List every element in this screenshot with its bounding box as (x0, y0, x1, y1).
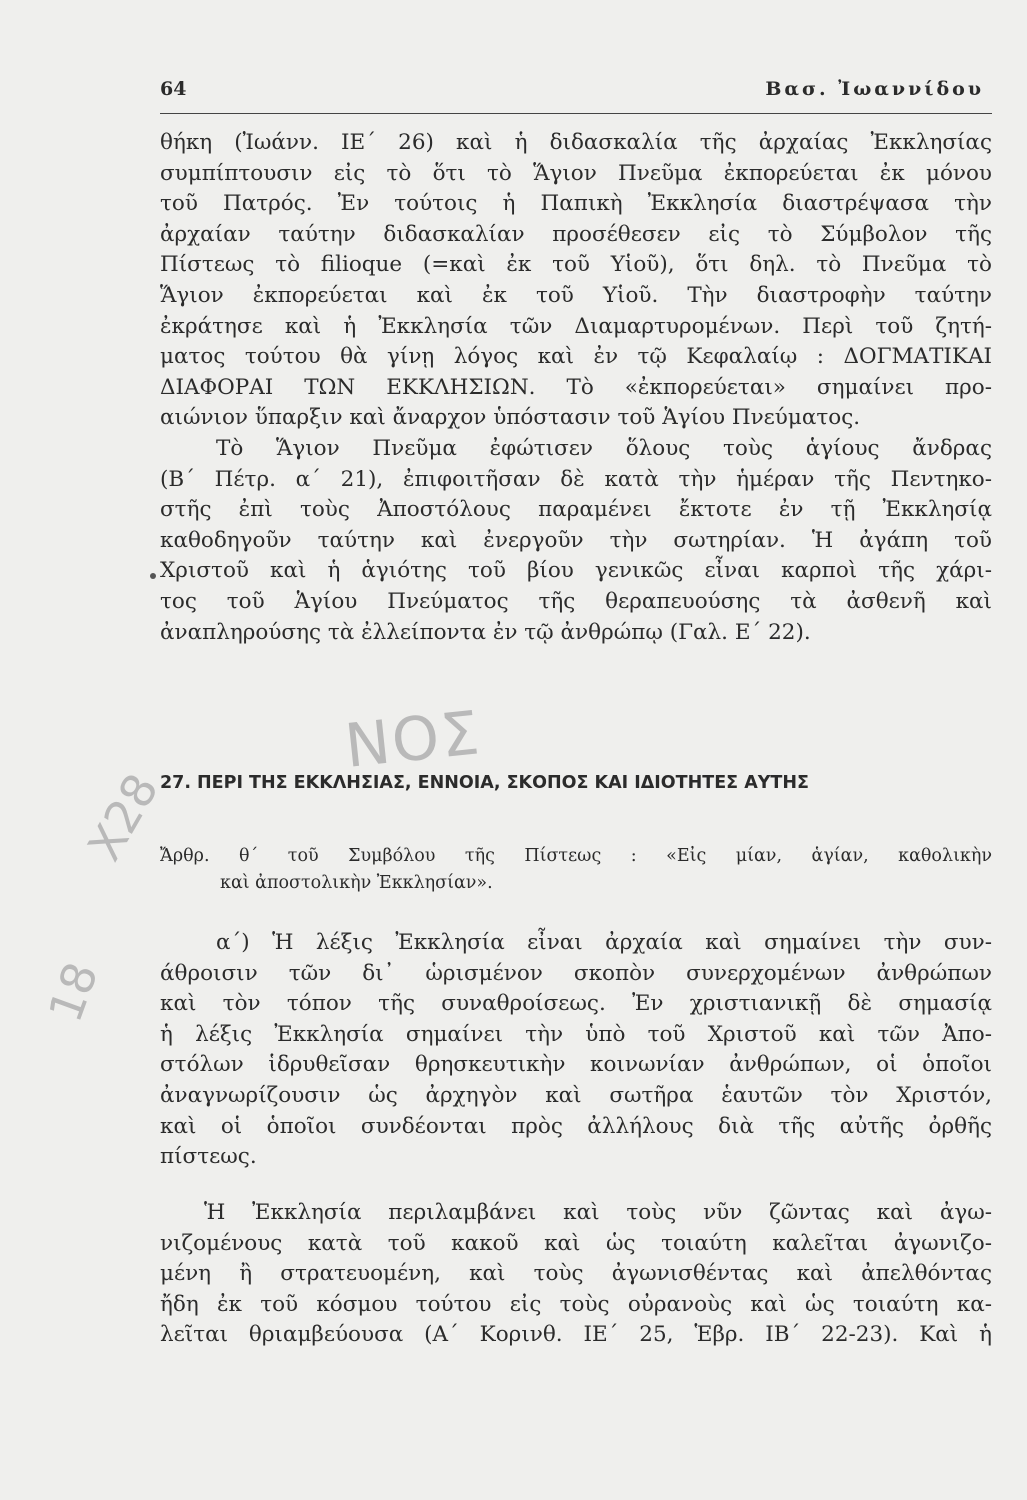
text-line: τος τοῦ Ἁγίου Πνεύματος τῆς θεραπευούσης τὰ ἀσθενῆ καὶ (160, 588, 992, 614)
text-line: Πίστεως τὸ filioque (=καὶ ἐκ τοῦ Υἱοῦ), ὅτι δηλ. τὸ Πνεῦμα τὸ (160, 252, 992, 278)
text-line: ἀρχαίαν ταύτην διδασκαλίαν προσέθεσεν εἰς τὸ Σύμβολον τῆς (160, 221, 992, 247)
creed-quote (160, 843, 992, 897)
text-line: ἡ λέξις Ἐκκλησία σημαίνει τὴν ὑπὸ τοῦ Χριστοῦ καὶ τῶν Ἀπο- (160, 1021, 992, 1047)
text-line: Τὸ Ἅγιον Πνεῦμα ἐφώτισεν ὅλους τοὺς ἁγίους ἄνδρας (216, 436, 992, 461)
text-line: τοῦ Πατρός. Ἐν τούτοις ἡ Παπικὴ Ἐκκλησία διαστρέψασα τὴν (160, 191, 992, 217)
running-head: Βασ. Ἰωαννίδου (765, 78, 984, 100)
text-line: ΔΙΑΦΟΡΑΙ ΤΩΝ ΕΚΚΛΗΣΙΩΝ. Τὸ «ἐκπορεύεται» σημαίνει προ- (160, 374, 992, 400)
paragraph-4 (160, 1198, 992, 1351)
text-line: ἀναγνωρίζουσιν ὡς ἀρχηγὸν καὶ σωτῆρα ἑαυτῶν τὸν Χριστόν, (160, 1082, 992, 1108)
pencil-annotation-a: ΝΟΣ (341, 698, 485, 782)
text-line: συμπίπτουσιν εἰς τὸ ὅτι τὸ Ἅγιον Πνεῦμα ἐκπορεύεται ἐκ μόνου (160, 160, 992, 186)
text-line: άθροισιν τῶν δι᾽ ὡρισμένον σκοπὸν συνερχομένων ἀνθρώπων (160, 960, 992, 986)
paragraph-3 (160, 928, 992, 1173)
pencil-annotation-c: 18 (37, 955, 109, 1029)
text-line: στόλων ἱδρυθεῖσαν θρησκευτικὴν κοινωνίαν ἀνθρώπων, οἱ ὁποῖοι (160, 1052, 992, 1078)
quote-line: καὶ ἀποστολικὴν Ἐκκλησίαν». (220, 873, 493, 893)
text-line: μένη ἢ στρατευομένη, καὶ τοὺς ἀγωνισθέντας καὶ ἀπελθόντας (160, 1261, 992, 1287)
text-line: λεῖται θριαμβεύουσα (Α΄ Κορινθ. ΙΕ΄ 25, Ἑβρ. ΙΒ΄ 22-23). Καὶ ἡ (160, 1322, 992, 1348)
text-line: νιζομένους κατὰ τοῦ κακοῦ καὶ ὡς τοιαύτη καλεῖται ἀγωνιζο- (160, 1230, 992, 1256)
text-line: πίστεως. (160, 1144, 257, 1170)
text-line: θήκη (Ἰωάνν. ΙΕ΄ 26) καὶ ἡ διδασκαλία τῆς ἀρχαίας Ἐκκλησίας (160, 130, 992, 155)
text-line: καθοδηγοῦν ταύτην καὶ ἐνεργοῦν τὴν σωτηρίαν. Ἡ ἀγάπη τοῦ (160, 527, 992, 553)
text-line: Ἅγιον ἐκπορεύεται καὶ ἐκ τοῦ Υἱοῦ. Τὴν διαστροφὴν ταύτην (160, 282, 992, 308)
text-line: Χριστοῦ καὶ ἡ ἁγιότης τοῦ βίου γενικῶς εἶναι καρποὶ τῆς χάρι- (160, 558, 992, 584)
text-line: καὶ οἱ ὁποῖοι συνδέονται πρὸς ἀλλήλους διὰ τῆς αὐτῆς ὀρθῆς (160, 1113, 992, 1139)
text-line: ἐκράτησε καὶ ἡ Ἐκκλησία τῶν Διαμαρτυρομένων. Περὶ τοῦ ζητή- (160, 313, 992, 339)
text-line: αιώνιον ὕπαρξιν καὶ ἄναρχον ὑπόστασιν τοῦ Ἁγίου Πνεύματος. (160, 405, 861, 431)
text-line: Ἡ Ἐκκλησία περιλαμβάνει καὶ τοὺς νῦν ζῶντας καὶ ἀγω- (204, 1200, 992, 1225)
text-line: στῆς ἐπὶ τοὺς Ἀποστόλους παραμένει ἔκτοτε ἐν τῇ Ἐκκλησίᾳ (160, 497, 992, 523)
text-line: ματος τούτου θὰ γίνῃ λόγος καὶ ἐν τῷ Κεφαλαίῳ : ΔΟΓΜΑΤΙΚΑΙ (160, 344, 992, 370)
section-title: ΠΕΡΙ ΤΗΣ ΕΚΚΛΗΣΙΑΣ, ΕΝΝΟΙΑ, ΣΚΟΠΟΣ ΚΑΙ ΙΔΙΟΤΗΤΕΣ ΑΥΤΗΣ (197, 773, 809, 793)
quote-line: Ἄρθρ. θ΄ τοῦ Συμβόλου τῆς Πίστεως : «Εἰς μίαν, ἁγίαν, καθολικὴν (160, 846, 992, 866)
text-line: α΄) Ἡ λέξις Ἐκκλησία εἶναι ἀρχαία καὶ σημαίνει τὴν συν- (216, 930, 992, 955)
text-line: ἀναπληρούσης τὰ ἐλλείποντα ἐν τῷ ἀνθρώπῳ (Γαλ. Ε΄ 22). (160, 619, 811, 645)
paragraph-2 (160, 434, 992, 648)
text-line: ἤδη ἐκ τοῦ κόσμου τούτου εἰς τοὺς οὐρανοὺς καὶ ὡς τοιαύτη κα- (160, 1291, 992, 1317)
page-header (160, 78, 992, 104)
paragraph-1 (160, 128, 992, 434)
section-heading (160, 773, 992, 793)
pencil-annotation-b: Χ28 (77, 764, 169, 870)
text-line: καὶ τὸν τόπον τῆς συναθροίσεως. Ἐν χριστιανικῇ δὲ σημασίᾳ (160, 991, 992, 1017)
header-rule (160, 113, 992, 114)
text-line: (Β΄ Πέτρ. α΄ 21), ἐπιφοιτῆσαν δὲ κατὰ τὴν ἡμέραν τῆς Πεντηκο- (160, 466, 992, 492)
page-number: 64 (160, 78, 187, 100)
section-number: 27. (160, 773, 192, 793)
margin-mark (150, 573, 156, 579)
